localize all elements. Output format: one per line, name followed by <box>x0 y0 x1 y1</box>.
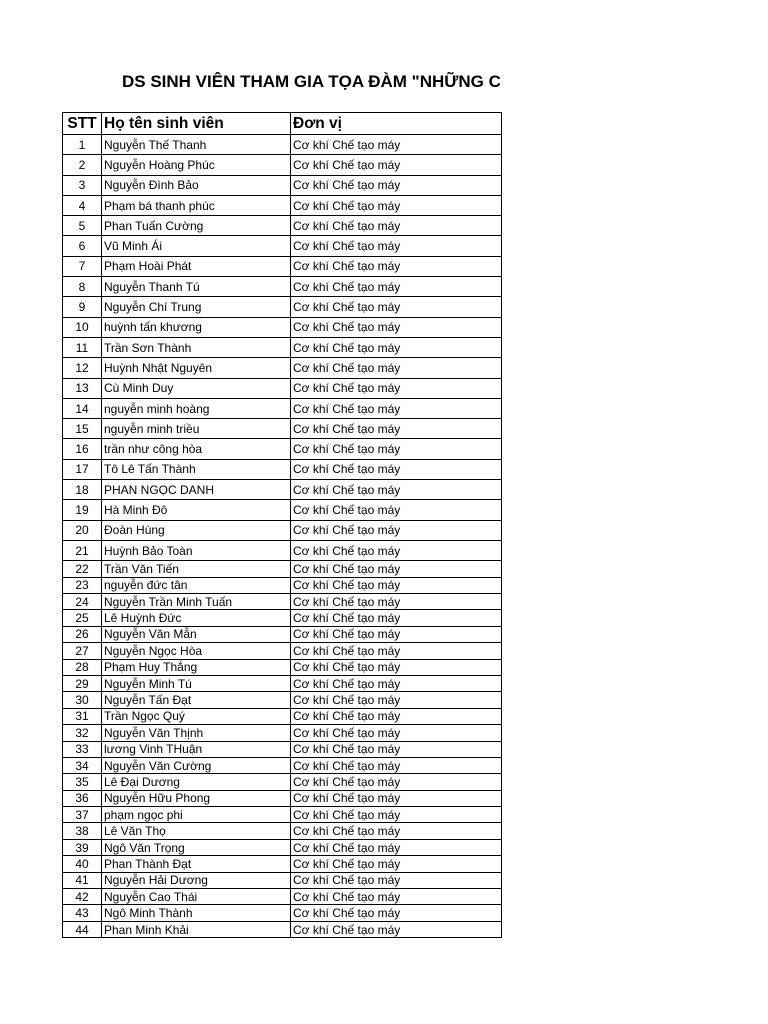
row-number: 13 <box>63 378 102 398</box>
table-row <box>63 439 502 459</box>
student-name: Nguyễn Minh Tú <box>102 675 291 691</box>
unit-name: Cơ khí Chế tạo máy <box>291 216 502 236</box>
row-number: 3 <box>63 175 102 195</box>
title-area <box>62 70 504 100</box>
row-number: 24 <box>63 594 102 610</box>
row-number: 42 <box>63 889 102 905</box>
table-row <box>63 236 502 256</box>
row-number: 12 <box>63 358 102 378</box>
unit-name: Cơ khí Chế tạo máy <box>291 741 502 757</box>
student-name: Trần Ngọc Quý <box>102 708 291 724</box>
row-number: 21 <box>63 540 102 560</box>
table-row <box>63 643 502 659</box>
table-row <box>63 905 502 921</box>
row-number: 6 <box>63 236 102 256</box>
unit-name: Cơ khí Chế tạo máy <box>291 358 502 378</box>
student-name: Phan Tuấn Cường <box>102 216 291 236</box>
unit-name: Cơ khí Chế tạo máy <box>291 921 502 937</box>
table-row <box>63 216 502 236</box>
table-row <box>63 459 502 479</box>
table-row <box>63 337 502 357</box>
row-number: 43 <box>63 905 102 921</box>
header-student-name: Họ tên sinh viên <box>102 113 291 135</box>
row-number: 20 <box>63 520 102 540</box>
student-name: lương Vinh THuận <box>102 741 291 757</box>
student-name: Phạm Hoài Phát <box>102 256 291 276</box>
table-row <box>63 872 502 888</box>
student-name: Nguyễn Văn Mẫn <box>102 626 291 642</box>
unit-name: Cơ khí Chế tạo máy <box>291 195 502 215</box>
row-number: 5 <box>63 216 102 236</box>
student-name: Nguyễn Hải Dương <box>102 872 291 888</box>
row-number: 40 <box>63 856 102 872</box>
student-name: Nguyễn Ngọc Hòa <box>102 643 291 659</box>
row-number: 27 <box>63 643 102 659</box>
student-name: Lê Đại Dương <box>102 774 291 790</box>
student-name: Tô Lê Tấn Thành <box>102 459 291 479</box>
unit-name: Cơ khí Chế tạo máy <box>291 175 502 195</box>
student-name: Nguyễn Đình Bảo <box>102 175 291 195</box>
row-number: 36 <box>63 790 102 806</box>
student-name: trần như công hòa <box>102 439 291 459</box>
table-row <box>63 675 502 691</box>
table-row <box>63 577 502 593</box>
student-name: huỳnh tấn khương <box>102 317 291 337</box>
table-row <box>63 823 502 839</box>
table-row <box>63 135 502 155</box>
table-row <box>63 856 502 872</box>
unit-name: Cơ khí Chế tạo máy <box>291 659 502 675</box>
row-number: 29 <box>63 675 102 691</box>
row-number: 16 <box>63 439 102 459</box>
row-number: 31 <box>63 708 102 724</box>
unit-name: Cơ khí Chế tạo máy <box>291 643 502 659</box>
row-number: 41 <box>63 872 102 888</box>
student-name: Nguyễn Văn Thịnh <box>102 725 291 741</box>
table-row <box>63 659 502 675</box>
unit-name: Cơ khí Chế tạo máy <box>291 337 502 357</box>
unit-name: Cơ khí Chế tạo máy <box>291 856 502 872</box>
unit-name: Cơ khí Chế tạo máy <box>291 155 502 175</box>
unit-name: Cơ khí Chế tạo máy <box>291 540 502 560</box>
unit-name: Cơ khí Chế tạo máy <box>291 500 502 520</box>
unit-name: Cơ khí Chế tạo máy <box>291 692 502 708</box>
row-number: 4 <box>63 195 102 215</box>
table-row <box>63 839 502 855</box>
unit-name: Cơ khí Chế tạo máy <box>291 889 502 905</box>
row-number: 23 <box>63 577 102 593</box>
table-row <box>63 398 502 418</box>
row-number: 18 <box>63 480 102 500</box>
student-name: Nguyễn Hữu Phong <box>102 790 291 806</box>
unit-name: Cơ khí Chế tạo máy <box>291 398 502 418</box>
unit-name: Cơ khí Chế tạo máy <box>291 419 502 439</box>
row-number: 28 <box>63 659 102 675</box>
row-number: 35 <box>63 774 102 790</box>
student-name: Nguyễn Trần Minh Tuấn <box>102 594 291 610</box>
unit-name: Cơ khí Chế tạo máy <box>291 594 502 610</box>
row-number: 34 <box>63 757 102 773</box>
table-row <box>63 358 502 378</box>
row-number: 2 <box>63 155 102 175</box>
unit-name: Cơ khí Chế tạo máy <box>291 561 502 577</box>
unit-name: Cơ khí Chế tạo máy <box>291 378 502 398</box>
row-number: 1 <box>63 135 102 155</box>
table-row <box>63 540 502 560</box>
unit-name: Cơ khí Chế tạo máy <box>291 480 502 500</box>
table-header-row <box>63 113 502 135</box>
table-row <box>63 480 502 500</box>
table-row <box>63 708 502 724</box>
unit-name: Cơ khí Chế tạo máy <box>291 839 502 855</box>
student-name: Nguyễn Thế Thanh <box>102 135 291 155</box>
unit-name: Cơ khí Chế tạo máy <box>291 725 502 741</box>
table-row <box>63 561 502 577</box>
unit-name: Cơ khí Chế tạo máy <box>291 807 502 823</box>
student-name: Phan Thành Đạt <box>102 856 291 872</box>
table-row <box>63 317 502 337</box>
student-name: Lê Huỳnh Đức <box>102 610 291 626</box>
student-name: nguyễn minh hoàng <box>102 398 291 418</box>
row-number: 44 <box>63 921 102 937</box>
row-number: 11 <box>63 337 102 357</box>
unit-name: Cơ khí Chế tạo máy <box>291 459 502 479</box>
table-row <box>63 155 502 175</box>
student-name: Đoàn Hùng <box>102 520 291 540</box>
student-name: Hà Minh Đô <box>102 500 291 520</box>
student-name: Huỳnh Nhật Nguyên <box>102 358 291 378</box>
student-name: Huỳnh Bảo Toàn <box>102 540 291 560</box>
student-name: Phan Minh Khải <box>102 921 291 937</box>
student-name: Phạm Huy Thắng <box>102 659 291 675</box>
row-number: 22 <box>63 561 102 577</box>
table-row <box>63 757 502 773</box>
unit-name: Cơ khí Chế tạo máy <box>291 256 502 276</box>
table-row <box>63 594 502 610</box>
row-number: 39 <box>63 839 102 855</box>
row-number: 25 <box>63 610 102 626</box>
row-number: 9 <box>63 297 102 317</box>
unit-name: Cơ khí Chế tạo máy <box>291 757 502 773</box>
table-row <box>63 610 502 626</box>
student-name: Phạm bá thanh phúc <box>102 195 291 215</box>
unit-name: Cơ khí Chế tạo máy <box>291 872 502 888</box>
student-name: Cù Minh Duy <box>102 378 291 398</box>
table-row <box>63 692 502 708</box>
row-number: 15 <box>63 419 102 439</box>
table-row <box>63 741 502 757</box>
unit-name: Cơ khí Chế tạo máy <box>291 905 502 921</box>
row-number: 8 <box>63 277 102 297</box>
unit-name: Cơ khí Chế tạo máy <box>291 675 502 691</box>
unit-name: Cơ khí Chế tạo máy <box>291 790 502 806</box>
table-row <box>63 297 502 317</box>
student-name: Vũ Minh Ái <box>102 236 291 256</box>
row-number: 33 <box>63 741 102 757</box>
unit-name: Cơ khí Chế tạo máy <box>291 317 502 337</box>
table-row <box>63 790 502 806</box>
student-name: phạm ngọc phi <box>102 807 291 823</box>
row-number: 10 <box>63 317 102 337</box>
table-row <box>63 889 502 905</box>
table-row <box>63 921 502 937</box>
row-number: 17 <box>63 459 102 479</box>
row-number: 30 <box>63 692 102 708</box>
table-row <box>63 277 502 297</box>
unit-name: Cơ khí Chế tạo máy <box>291 610 502 626</box>
table-row <box>63 419 502 439</box>
row-number: 19 <box>63 500 102 520</box>
row-number: 7 <box>63 256 102 276</box>
student-name: PHAN NGỌC DANH <box>102 480 291 500</box>
unit-name: Cơ khí Chế tạo máy <box>291 626 502 642</box>
table-row <box>63 175 502 195</box>
student-name: Nguyễn Thanh Tú <box>102 277 291 297</box>
unit-name: Cơ khí Chế tạo máy <box>291 774 502 790</box>
row-number: 26 <box>63 626 102 642</box>
student-name: Ngô Minh Thành <box>102 905 291 921</box>
student-name: Nguyễn Hoàng Phúc <box>102 155 291 175</box>
unit-name: Cơ khí Chế tạo máy <box>291 439 502 459</box>
row-number: 37 <box>63 807 102 823</box>
unit-name: Cơ khí Chế tạo máy <box>291 277 502 297</box>
unit-name: Cơ khí Chế tạo máy <box>291 823 502 839</box>
student-name: Trần Sơn Thành <box>102 337 291 357</box>
unit-name: Cơ khí Chế tạo máy <box>291 297 502 317</box>
table-row <box>63 500 502 520</box>
unit-name: Cơ khí Chế tạo máy <box>291 520 502 540</box>
header-unit: Đơn vị <box>291 113 502 135</box>
table-row <box>63 520 502 540</box>
student-table <box>62 112 502 938</box>
student-name: Nguyễn Cao Thái <box>102 889 291 905</box>
table-row <box>63 774 502 790</box>
row-number: 38 <box>63 823 102 839</box>
table-row <box>63 378 502 398</box>
student-name: nguyễn đức tân <box>102 577 291 593</box>
unit-name: Cơ khí Chế tạo máy <box>291 135 502 155</box>
document-title: DS SINH VIÊN THAM GIA TỌA ĐÀM "NHỮNG C <box>122 72 501 91</box>
student-name: Nguyễn Chí Trung <box>102 297 291 317</box>
table-row <box>63 725 502 741</box>
row-number: 14 <box>63 398 102 418</box>
unit-name: Cơ khí Chế tạo máy <box>291 577 502 593</box>
student-name: nguyễn minh triều <box>102 419 291 439</box>
row-number: 32 <box>63 725 102 741</box>
table-row <box>63 195 502 215</box>
student-name: Ngô Văn Trọng <box>102 839 291 855</box>
table-row <box>63 256 502 276</box>
table-row <box>63 807 502 823</box>
unit-name: Cơ khí Chế tạo máy <box>291 236 502 256</box>
student-name: Nguyễn Tấn Đạt <box>102 692 291 708</box>
student-name: Lê Văn Thọ <box>102 823 291 839</box>
unit-name: Cơ khí Chế tạo máy <box>291 708 502 724</box>
table-body <box>63 135 502 938</box>
header-stt: STT <box>63 113 102 135</box>
table-row <box>63 626 502 642</box>
student-name: Nguyễn Văn Cường <box>102 757 291 773</box>
student-name: Trần Văn Tiến <box>102 561 291 577</box>
